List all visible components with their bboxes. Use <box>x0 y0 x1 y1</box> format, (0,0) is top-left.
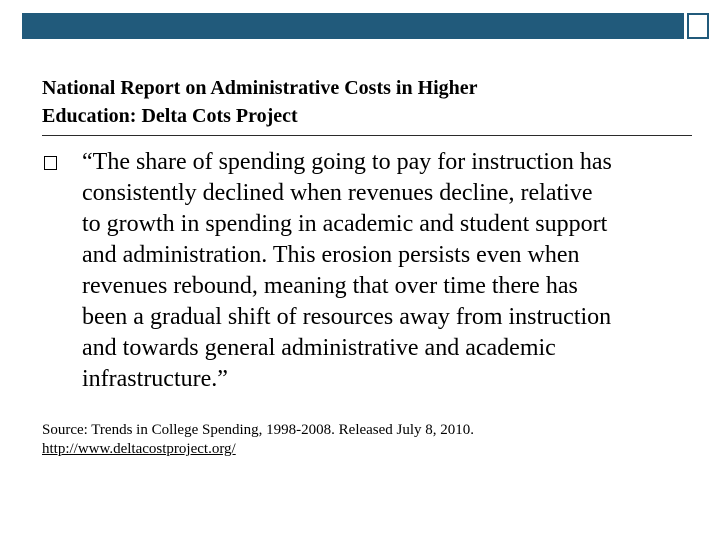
slide-title-line: Education: Delta Cots Project <box>42 105 298 127</box>
quote-line: consistently declined when revenues decline, relative <box>82 180 593 206</box>
quote-line: “The share of spending going to pay for instruction has <box>82 149 612 175</box>
quote-line: revenues rebound, meaning that over time there has <box>82 273 578 299</box>
title-divider <box>42 135 692 136</box>
quote-line: been a gradual shift of resources away from instruction <box>82 304 612 330</box>
header-accent-bar <box>22 13 684 39</box>
source-link[interactable]: http://www.deltacostproject.org/ <box>42 441 236 457</box>
slide-title-line: National Report on Administrative Costs in Higher <box>42 77 478 99</box>
quote-line: to growth in spending in academic and student support <box>82 211 608 237</box>
quote-line: infrastructure.” <box>82 366 228 392</box>
header-corner-box <box>687 13 709 39</box>
source-citation: Source: Trends in College Spending, 1998-2008. Released July 8, 2010. <box>42 422 475 438</box>
hollow-square-bullet-icon <box>44 156 57 170</box>
quote-line: and towards general administrative and academic <box>82 335 556 361</box>
slide-title <box>42 74 662 130</box>
quote-line: and administration. This erosion persists even when <box>82 242 580 268</box>
bullet-quote <box>82 147 692 395</box>
